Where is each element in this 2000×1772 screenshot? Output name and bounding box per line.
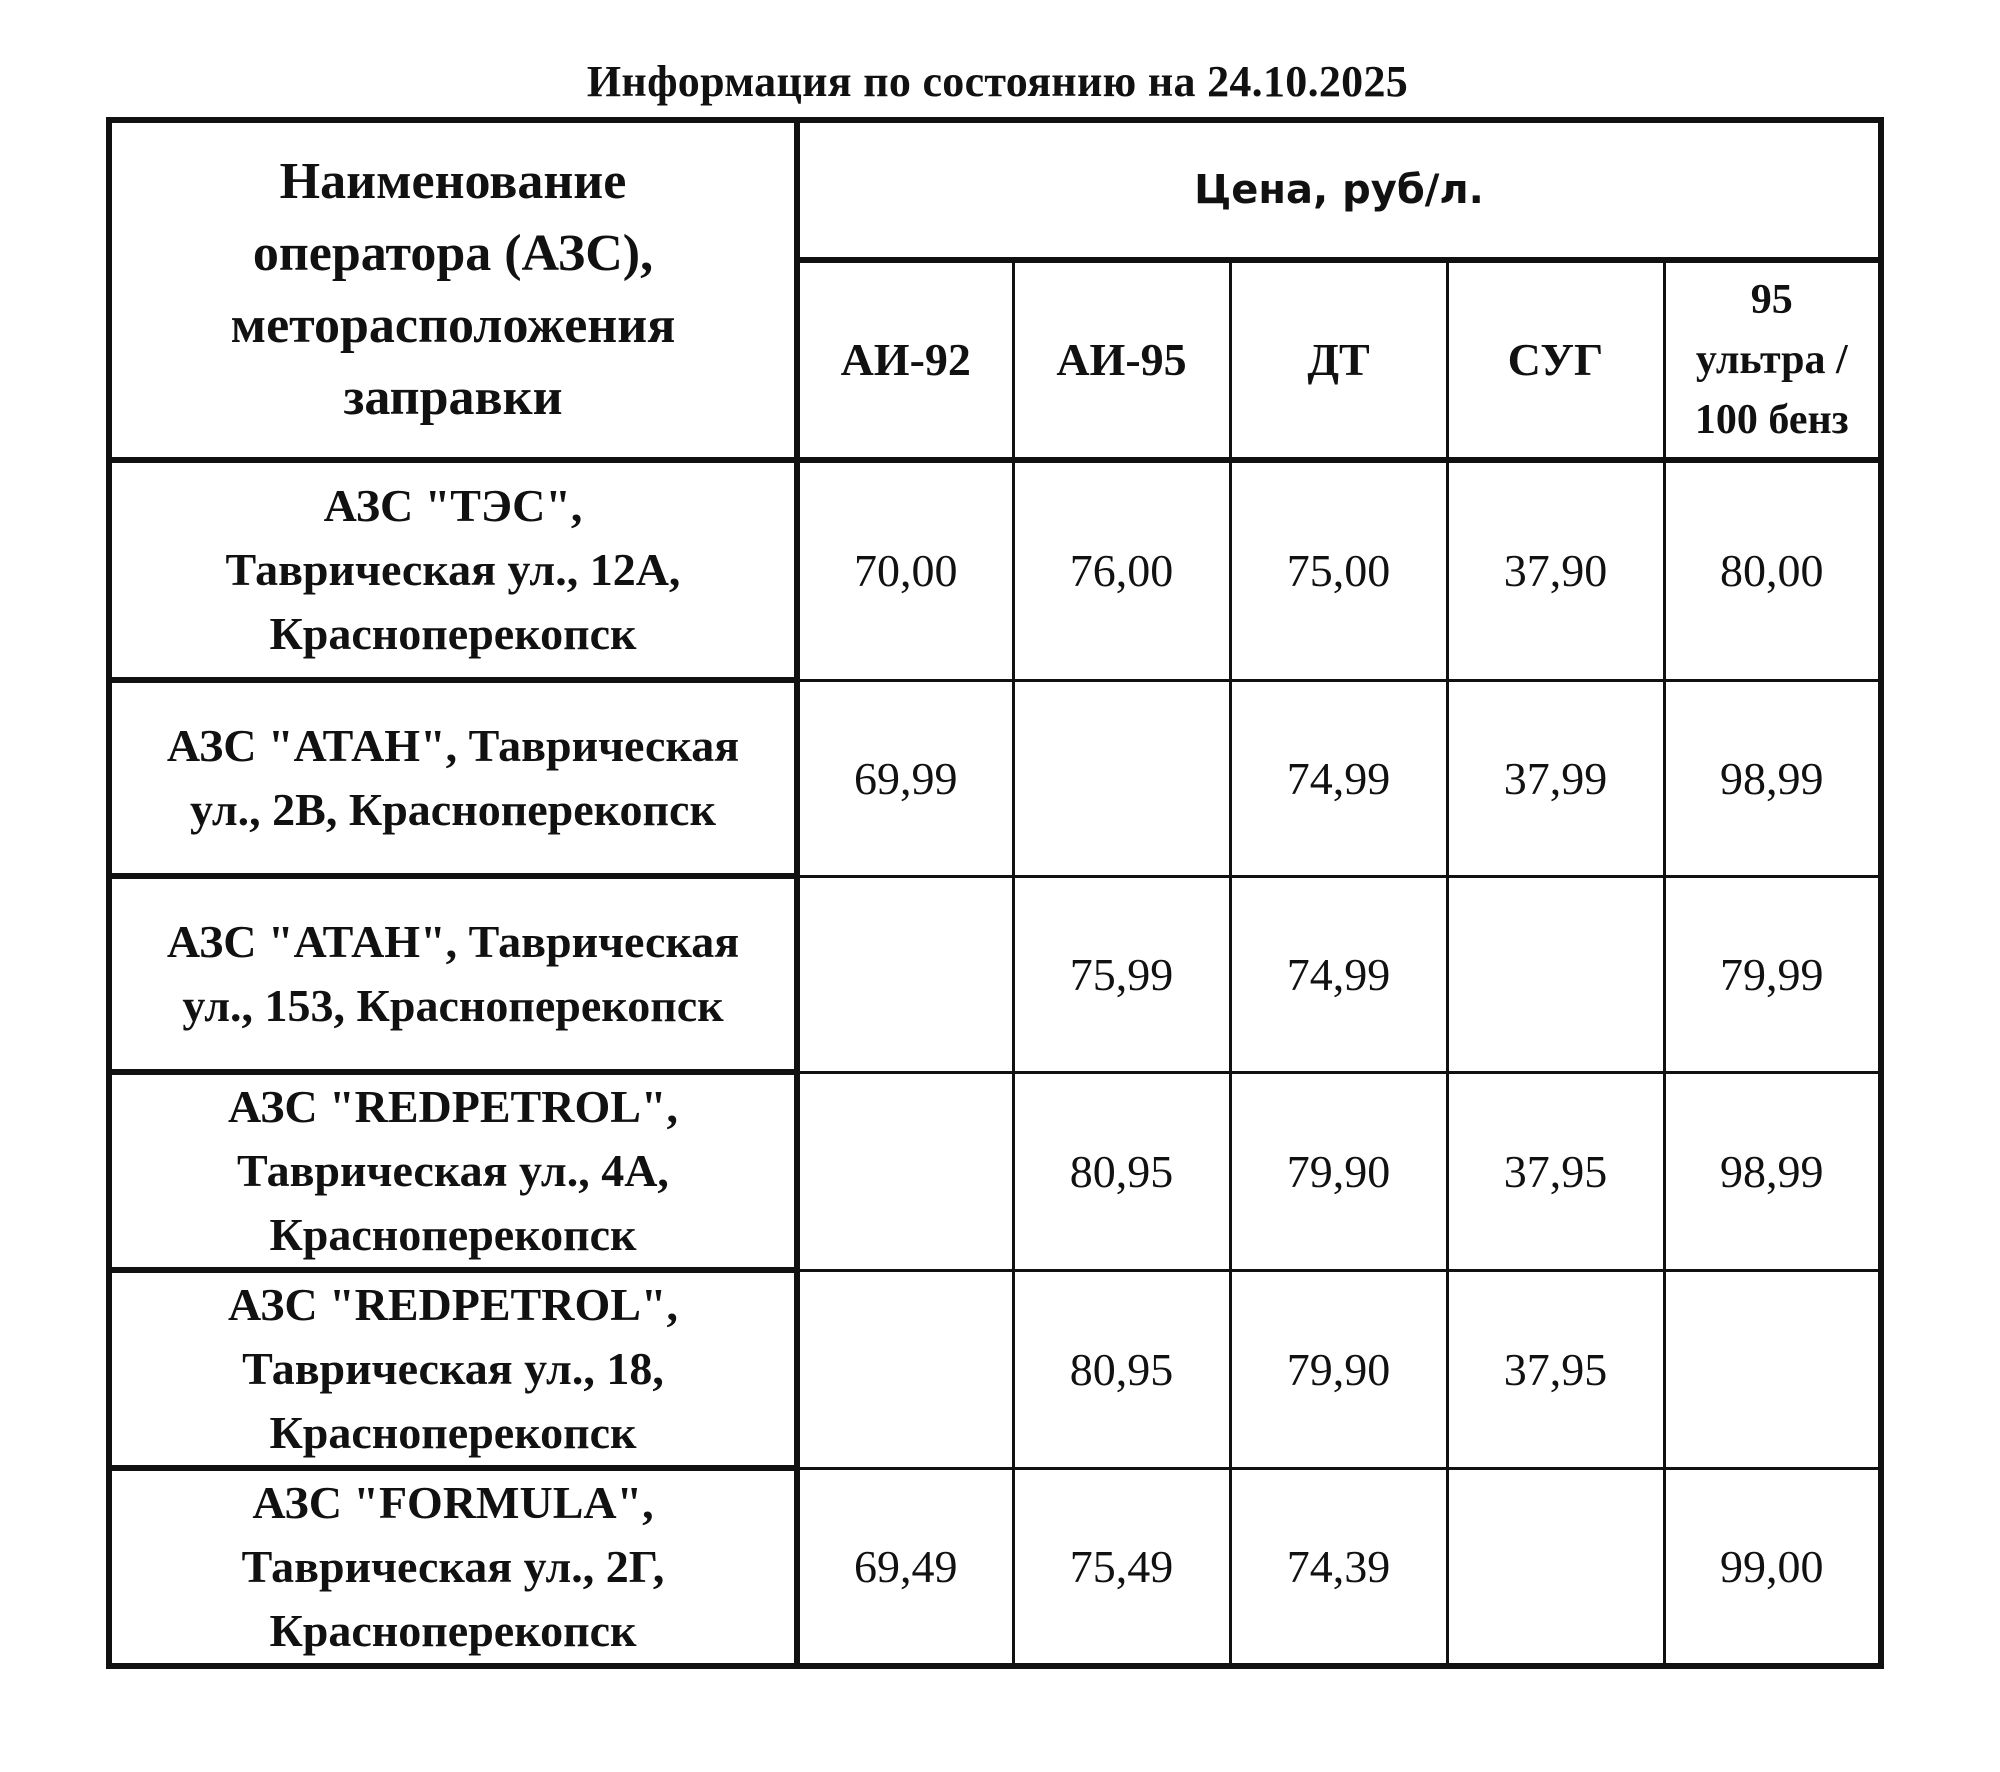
text-line: АЗС "ТЭС",: [323, 480, 583, 531]
text-line: ул., 153, Красноперекопск: [182, 980, 724, 1031]
price-cell-sug: 37,95: [1447, 1270, 1664, 1468]
text-line: Красноперекопск: [269, 1407, 637, 1458]
price-cell-95-ultra-100: 79,99: [1664, 876, 1881, 1072]
station-name-cell: [109, 1072, 797, 1270]
text-line: Таврическая ул., 12А,: [225, 544, 681, 595]
fuel-price-table: [106, 117, 1884, 1669]
price-cell-sug: 37,95: [1447, 1072, 1664, 1270]
price-cell-ai-95: 75,49: [1013, 1468, 1230, 1666]
text-line: оператора (АЗС),: [252, 225, 654, 282]
fuel-header-sug: [1447, 260, 1664, 460]
price-cell-dt: 75,00: [1230, 460, 1447, 680]
fuel-header-ai-92: [797, 260, 1013, 460]
fuel-header-95-ultra-100: [1664, 260, 1881, 460]
price-cell-ai-92: 70,00: [797, 460, 1013, 680]
text-line: ДТ: [1307, 334, 1370, 385]
text-line: 100 бенз: [1694, 397, 1849, 443]
table-row: [109, 680, 1881, 876]
price-cell-sug: [1447, 1468, 1664, 1666]
price-cell-dt: 74,39: [1230, 1468, 1447, 1666]
table-row: [109, 1072, 1881, 1270]
price-cell-95-ultra-100: 99,00: [1664, 1468, 1881, 1666]
text-line: АЗС "REDPETROL",: [228, 1279, 678, 1330]
text-line: АИ-92: [840, 334, 971, 385]
price-cell-sug: 37,99: [1447, 680, 1664, 876]
text-line: АЗС "АТАН", Таврическая: [166, 916, 740, 967]
table-row: [109, 876, 1881, 1072]
price-cell-95-ultra-100: 98,99: [1664, 1072, 1881, 1270]
text-line: АИ-95: [1056, 334, 1187, 385]
fuel-header-dt: [1230, 260, 1447, 460]
price-cell-ai-95: 80,95: [1013, 1270, 1230, 1468]
text-line: ул., 2В, Красноперекопск: [190, 784, 716, 835]
price-cell-ai-92: 69,49: [797, 1468, 1013, 1666]
text-line: СУГ: [1507, 334, 1604, 385]
price-cell-95-ultra-100: 98,99: [1664, 680, 1881, 876]
station-name-cell: [109, 460, 797, 680]
price-cell-ai-95: [1013, 680, 1230, 876]
station-name-cell: [109, 1270, 797, 1468]
price-cell-ai-95: 75,99: [1013, 876, 1230, 1072]
table-row: [109, 460, 1881, 680]
price-cell-sug: 37,90: [1447, 460, 1664, 680]
price-cell-95-ultra-100: [1664, 1270, 1881, 1468]
price-cell-sug: [1447, 876, 1664, 1072]
table-row: [109, 1270, 1881, 1468]
text-line: меторасположения: [230, 297, 676, 354]
price-cell-ai-92: 69,99: [797, 680, 1013, 876]
price-cell-ai-95: 76,00: [1013, 460, 1230, 680]
text-line: Наименование: [279, 153, 627, 210]
price-cell-95-ultra-100: 80,00: [1664, 460, 1881, 680]
price-cell-dt: 74,99: [1230, 680, 1447, 876]
text-line: заправки: [343, 369, 563, 426]
text-line: АЗС "FORMULA",: [252, 1477, 654, 1528]
text-line: АЗС "АТАН", Таврическая: [166, 720, 740, 771]
station-name-cell: [109, 1468, 797, 1666]
text-line: АЗС "REDPETROL",: [228, 1081, 678, 1132]
text-line: Красноперекопск: [269, 1605, 637, 1656]
text-line: 95: [1750, 277, 1793, 323]
text-line: Красноперекопск: [269, 608, 637, 659]
text-line: Таврическая ул., 4А,: [237, 1145, 669, 1196]
price-cell-dt: 79,90: [1230, 1270, 1447, 1468]
text-line: Красноперекопск: [269, 1209, 637, 1260]
price-cell-ai-95: 80,95: [1013, 1072, 1230, 1270]
price-cell-dt: 74,99: [1230, 876, 1447, 1072]
price-cell-dt: 79,90: [1230, 1072, 1447, 1270]
station-name-cell: [109, 876, 797, 1072]
text-line: Таврическая ул., 18,: [242, 1343, 664, 1394]
text-line: ультра /: [1695, 337, 1848, 383]
fuel-header-ai-95: [1013, 260, 1230, 460]
price-header: Цена, руб/л.: [797, 120, 1881, 260]
price-cell-ai-92: [797, 1072, 1013, 1270]
station-name-cell: [109, 680, 797, 876]
station-name-header: [109, 120, 797, 460]
price-cell-ai-92: [797, 876, 1013, 1072]
document-title: Информация по состоянию на 24.10.2025: [586, 57, 1409, 106]
price-cell-ai-92: [797, 1270, 1013, 1468]
table-row: [109, 1468, 1881, 1666]
text-line: Таврическая ул., 2Г,: [241, 1541, 665, 1592]
